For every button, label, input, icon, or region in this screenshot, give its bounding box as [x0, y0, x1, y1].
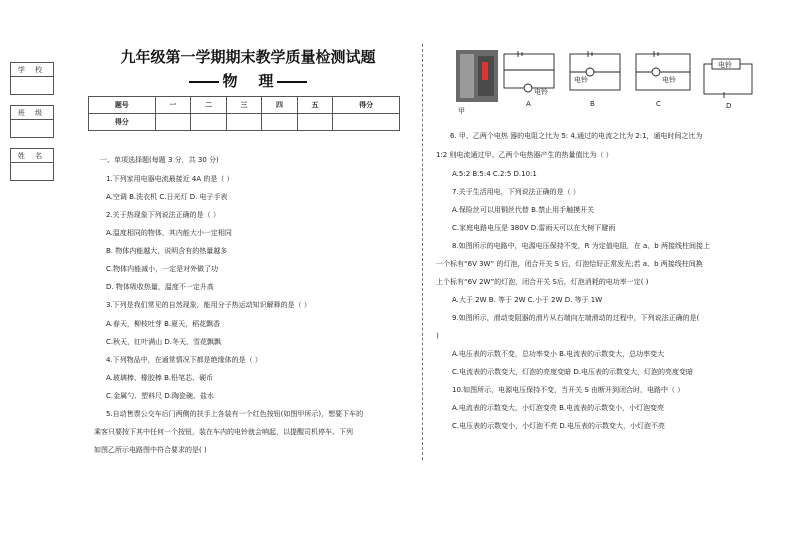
circuit-c-label: C — [656, 100, 661, 108]
score-header-cell: 得分 — [333, 97, 400, 114]
score-header-cell: 四 — [262, 97, 298, 114]
score-cell[interactable] — [226, 114, 262, 131]
class-label: 班 级 — [11, 106, 53, 120]
score-header-cell: 五 — [297, 97, 333, 114]
score-cell[interactable] — [262, 114, 298, 131]
subject-name: 物 理 — [222, 72, 274, 90]
question-1: 1.下列家用电器电流最接近 4A 的是（ ） — [106, 175, 234, 183]
circuit-c — [636, 51, 690, 90]
question-6-line-2: 1:2 则电流通过甲、乙两个电热器产生的热量值比为（ ） — [436, 151, 613, 159]
title-dash-right — [277, 81, 307, 83]
question-3: 3.下列是我们常见的自然现象，能用分子热运动知识解释的是（ ） — [106, 301, 311, 309]
question-10-options-cd: C.电压表的示数变小，小灯泡不亮 D.电压表的示数变大，小灯泡不亮 — [452, 422, 665, 430]
question-7-options-cd: C.家庭电路电压是 380V D.雷雨天可以在大树下避雨 — [452, 224, 616, 232]
circuit-a — [504, 51, 554, 92]
circuit-a-bell: 电铃 — [534, 88, 548, 96]
name-field[interactable] — [11, 163, 53, 180]
circuit-figure — [456, 48, 756, 116]
question-2-option-d: D. 物体吸收热量，温度不一定升高 — [106, 283, 214, 291]
score-header-cell: 一 — [155, 97, 191, 114]
score-table — [88, 96, 400, 131]
question-9-options-ab: A.电压表的示数不变，总功率变小 B.电流表的示数变大，总功率变大 — [452, 350, 665, 358]
class-field[interactable] — [11, 120, 53, 137]
question-6-options: A.5:2 B.5:4 C.2:5 D.10:1 — [452, 170, 537, 178]
column-divider — [422, 44, 423, 460]
question-6: 6. 甲、乙两个电热 器的电阻之比为 5: 4,通过的电流之比为 2:1，通电时间之比为 — [450, 132, 703, 140]
question-10: 10.如图所示，电源电压保持不变，当开关 S 由断开到闭合时，电路中（ ） — [452, 386, 685, 394]
score-cell[interactable] — [333, 114, 400, 131]
score-row-label: 得分 — [89, 114, 156, 131]
circuit-d-label: D — [726, 102, 732, 110]
name-box — [10, 148, 54, 181]
circuit-b — [570, 51, 620, 90]
question-3-options-cd: C.秋天，红叶满山 D.冬天，雪花飘飘 — [106, 338, 221, 346]
circuit-d-bell: 电铃 — [718, 61, 732, 69]
class-box — [10, 105, 54, 138]
question-9-options-cd: C.电流表的示数变大，灯泡的亮度变暗 D.电压表的示数变大，灯泡的亮度变暗 — [452, 368, 693, 376]
question-7: 7.关于生活用电，下列说法正确的是（ ） — [452, 188, 580, 196]
question-3-options-ab: A.春天，柳枝吐芽 B.夏天，稻花飘香 — [106, 320, 221, 328]
question-5-line-3: 如图乙所示电路图中符合要求的是( ) — [94, 446, 207, 454]
question-2-option-b: B. 物体内能越大，说明含有的热量越多 — [106, 247, 228, 255]
score-header-cell: 三 — [226, 97, 262, 114]
score-header-cell: 题号 — [89, 97, 156, 114]
question-8: 8.如图所示的电路中，电源电压保持不变，R 为定值电阻，在 a、b 两接线柱间接上 — [452, 242, 710, 250]
question-8-line-3: 上个标有“6V 2W”的灯泡，闭合开关 S后，灯泡消耗的电功率一定( ) — [436, 278, 649, 286]
photo-label: 甲 — [458, 107, 465, 115]
circuit-a-label: A — [526, 100, 531, 108]
score-value-row — [89, 114, 400, 131]
question-9-line-2: ) — [436, 332, 439, 340]
question-10-options-ab: A.电流表的示数变大，小灯泡变亮 B.电流表的示数变小，小灯泡变亮 — [452, 404, 665, 412]
question-4-options-ab: A.玻璃棒、橡胶棒 B.铅笔芯、硬币 — [106, 374, 214, 382]
score-header-row — [89, 97, 400, 114]
question-2-option-a: A.温度相同的物体，其内能大小一定相同 — [106, 229, 232, 237]
circuit-b-bell: 电铃 — [574, 76, 588, 84]
title-dash-left — [189, 81, 219, 83]
section-heading: 一、单项选择题(每题 3 分，共 30 分) — [100, 156, 219, 164]
question-4-options-cd: C.金属勺、塑料尺 D.陶瓷碗、盐水 — [106, 392, 214, 400]
question-1-options: A.空调 B.洗衣机 C.日光灯 D. 电子手表 — [106, 193, 228, 201]
question-2: 2.关于热现象下列说法正确的是（ ） — [106, 211, 220, 219]
circuit-b-label: B — [590, 100, 595, 108]
question-5-line-2: 乘客只要按下其中任何一个按钮，装在车内的电铃就会响起，以提醒司机停车。下列 — [94, 428, 353, 436]
question-5: 5.自动售票公交车后门两侧的扶手上各装有一个红色按钮(如图甲所示)，想要下车的 — [106, 410, 364, 418]
school-field[interactable] — [11, 77, 53, 94]
student-info-column — [10, 62, 54, 181]
question-8-line-2: 一个标有“6V 3W” 的灯泡，闭合开关 S 后，灯泡恰好正常发光;若 a、b 两接线柱间换 — [436, 260, 703, 268]
name-label: 姓 名 — [11, 149, 53, 163]
score-cell[interactable] — [297, 114, 333, 131]
question-7-options-ab: A.保险丝可以用铜丝代替 B.禁止用手触摸开关 — [452, 206, 595, 214]
question-4: 4.下列物品中，在通常情况下都是绝缘体的是（ ） — [106, 356, 262, 364]
score-header-cell: 二 — [191, 97, 227, 114]
school-label: 学 校 — [11, 63, 53, 77]
question-2-option-c: C.物体内能减小，一定是对外做了功 — [106, 265, 219, 273]
question-8-options: A.大于 2W B. 等于 2W C.小于 2W D. 等于 1W — [452, 296, 603, 304]
exam-title: 九年级第一学期期末教学质量检测试题 — [120, 48, 376, 66]
question-9: 9.如图所示，滑动变阻器的滑片从右端向左端滑动的过程中，下列说法正确的是( — [452, 314, 700, 322]
exam-subject — [100, 70, 396, 91]
circuit-c-bell: 电铃 — [662, 76, 676, 84]
score-cell[interactable] — [191, 114, 227, 131]
score-cell[interactable] — [155, 114, 191, 131]
school-box — [10, 62, 54, 95]
